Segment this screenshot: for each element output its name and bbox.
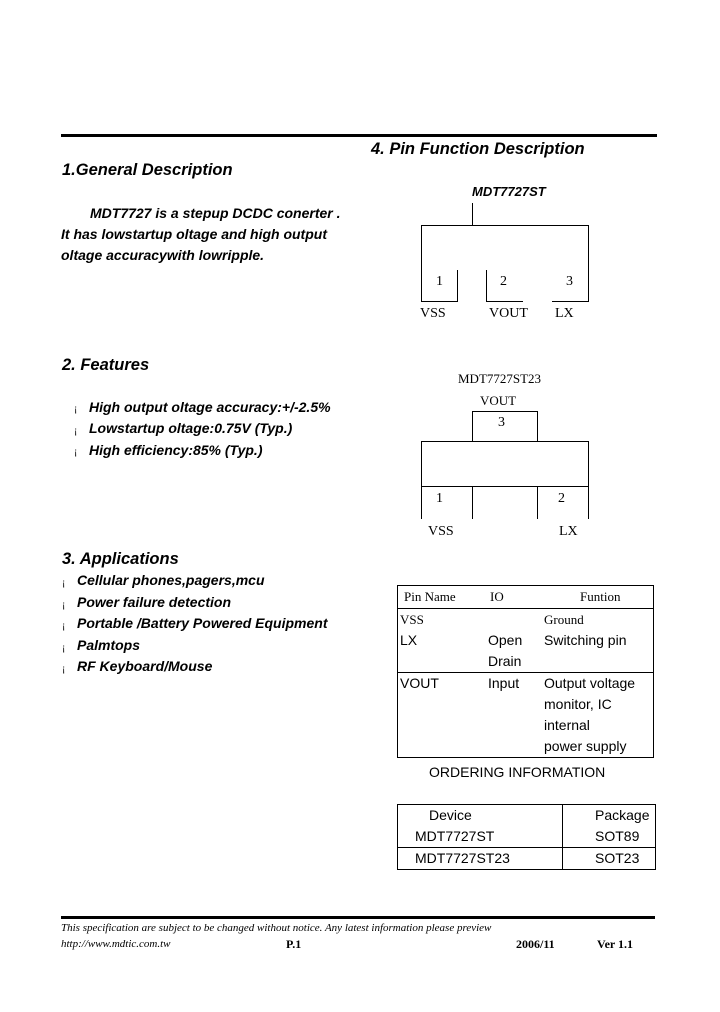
feature-item: Lowstartup oltage:0.75V (Typ.): [89, 420, 293, 436]
footer-rule: [61, 916, 655, 919]
footer-date: 2006/11: [516, 937, 555, 951]
io-cell: [480, 609, 542, 631]
sot89-pin-1-number: 1: [436, 274, 443, 289]
table-row: [398, 630, 654, 673]
io-cell: Open Drain: [488, 632, 523, 669]
header-package: Package: [595, 807, 650, 823]
general-description-heading: 1.General Description: [62, 161, 233, 179]
application-item: Power failure detection: [77, 594, 232, 610]
bullet-icon: ¡: [62, 664, 66, 675]
table-header-row: [398, 805, 656, 827]
table-header-row: [398, 586, 654, 609]
pin-name-cell: LX: [400, 632, 418, 648]
device-cell: MDT7727ST: [398, 826, 563, 848]
bullet-icon: ¡: [62, 621, 66, 632]
sot89-pin-2-name: VOUT: [489, 306, 528, 321]
bullet-icon: ¡: [74, 447, 78, 458]
sot23-pin-1-name: VSS: [428, 524, 454, 539]
header-io: IO: [480, 586, 542, 609]
footer-page-number: P.1: [286, 937, 302, 951]
footer-version: Ver 1.1: [597, 937, 633, 951]
applications-heading: 3. Applications: [62, 550, 179, 568]
sot23-pin-2-number: 2: [558, 491, 565, 506]
header-device: Device: [398, 805, 563, 827]
tab-line: [472, 203, 473, 226]
sot23-pin-2-name: LX: [559, 524, 578, 539]
features-heading: 2. Features: [62, 356, 150, 374]
application-item: Cellular phones,pagers,mcu: [77, 572, 265, 588]
top-rule: [61, 134, 657, 137]
sot23-diagram-title: MDT7727ST23: [458, 371, 542, 386]
sot89-pin-3-name: LX: [555, 306, 574, 321]
sot23-pin-3-number: 3: [498, 415, 505, 430]
table-row: [398, 673, 654, 758]
pin-function-table: [397, 585, 654, 758]
device-cell: MDT7727ST23: [398, 848, 563, 870]
feature-item: High output oltage accuracy:+/-2.5%: [89, 399, 331, 415]
header-pin-name: Pin Name: [398, 586, 481, 609]
bullet-icon: ¡: [62, 600, 66, 611]
package-cell: SOT23: [595, 850, 640, 866]
package-cell: SOT89: [595, 828, 640, 844]
general-description-line-2: It has lowstartup oltage and high output: [61, 226, 327, 242]
sot89-pin-3-number: 3: [566, 274, 573, 289]
ordering-heading: ORDERING INFORMATION: [429, 764, 606, 780]
ordering-table: [397, 804, 656, 870]
footer-notice: This specification are subject to be changed without notice. Any latest information please preview: [61, 922, 492, 934]
bullet-icon: ¡: [74, 404, 78, 415]
table-row: [398, 826, 656, 848]
bullet-icon: ¡: [62, 578, 66, 589]
function-cell: Output voltage monitor, IC internal power supply: [544, 675, 636, 754]
table-row: [398, 848, 656, 870]
sot23-pin-3-name: VOUT: [480, 393, 517, 408]
io-cell: Input: [488, 675, 520, 691]
pin-function-heading: 4. Pin Function Description: [371, 140, 585, 158]
header-function: Funtion: [542, 586, 654, 609]
function-cell: Switching pin: [544, 632, 627, 648]
pin-name-cell: VSS: [400, 612, 424, 627]
general-description-line-3: oltage accuracywith lowripple.: [61, 247, 265, 263]
sot89-pin-1-name: VSS: [420, 306, 446, 321]
table-row: [398, 609, 654, 631]
application-item: RF Keyboard/Mouse: [77, 658, 213, 674]
function-cell: Ground: [544, 612, 584, 627]
sot23-pin-1-number: 1: [436, 491, 443, 506]
sot89-diagram-title: MDT7727ST: [472, 184, 546, 199]
sot89-pin-2-number: 2: [500, 274, 507, 289]
application-item: Palmtops: [77, 637, 141, 653]
bullet-icon: ¡: [62, 643, 66, 654]
feature-item: High efficiency:85% (Typ.): [89, 442, 263, 458]
general-description-line-1: MDT7727 is a stepup DCDC conerter .: [90, 205, 341, 221]
footer-url[interactable]: http://www.mdtic.com.tw: [61, 938, 171, 950]
pin-name-cell: VOUT: [400, 675, 439, 691]
bullet-icon: ¡: [74, 426, 78, 437]
application-item: Portable /Battery Powered Equipment: [77, 615, 328, 631]
